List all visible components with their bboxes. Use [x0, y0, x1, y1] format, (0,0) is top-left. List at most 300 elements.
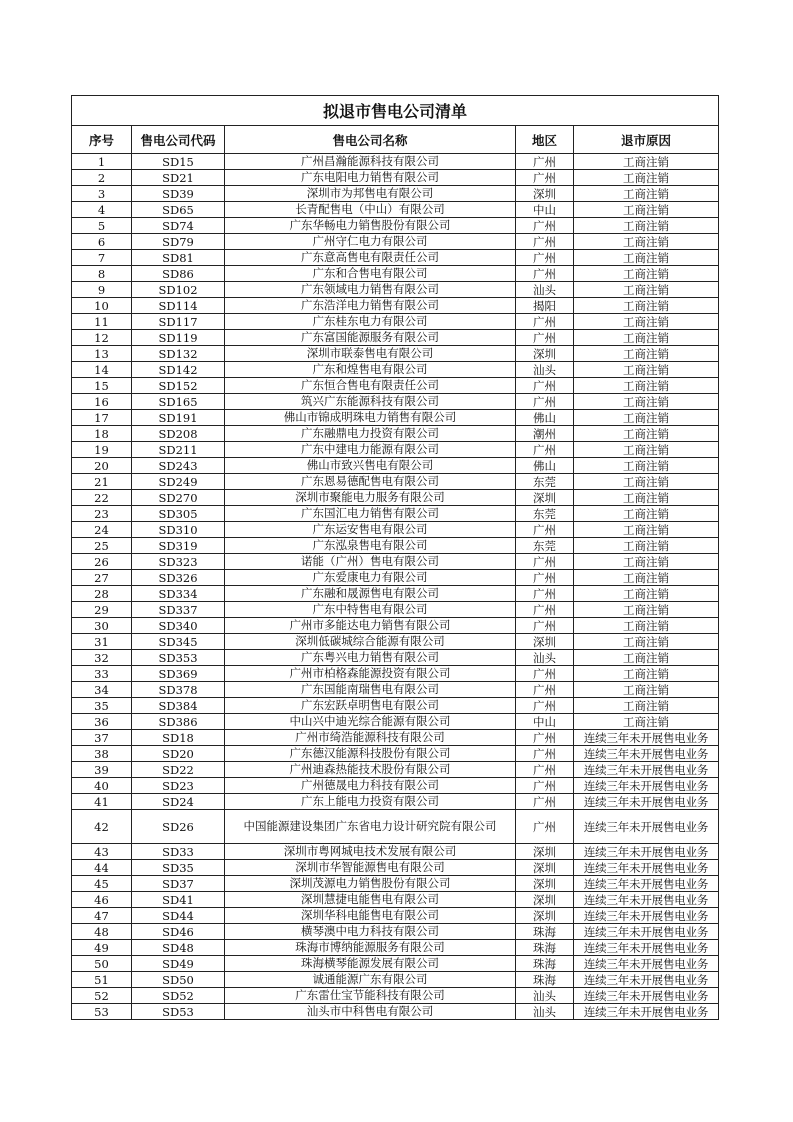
cell-exit-reason: 工商注销 [574, 346, 719, 362]
table-body [72, 154, 719, 1020]
cell-exit-reason: 工商注销 [574, 698, 719, 714]
cell-company-code: SD340 [132, 618, 225, 634]
cell-region: 广州 [516, 442, 574, 458]
cell-company-name: 广东和合售电有限公司 [225, 266, 516, 282]
cell-serial-number: 7 [72, 250, 132, 266]
cell-region: 广州 [516, 618, 574, 634]
table-row [72, 298, 719, 314]
cell-region: 揭阳 [516, 298, 574, 314]
cell-exit-reason: 连续三年未开展售电业务 [574, 956, 719, 972]
cell-company-name: 广东浩洋电力销售有限公司 [225, 298, 516, 314]
cell-region: 广州 [516, 250, 574, 266]
cell-company-name: 深圳市华智能源售电有限公司 [225, 860, 516, 876]
cell-exit-reason: 工商注销 [574, 666, 719, 682]
cell-exit-reason: 工商注销 [574, 442, 719, 458]
table-row [72, 1004, 719, 1020]
cell-company-name: 广东意高售电有限责任公司 [225, 250, 516, 266]
table-row [72, 618, 719, 634]
cell-serial-number: 25 [72, 538, 132, 554]
cell-company-name: 广东泓泉售电有限公司 [225, 538, 516, 554]
cell-company-code: SD52 [132, 988, 225, 1004]
cell-region: 广州 [516, 682, 574, 698]
cell-serial-number: 1 [72, 154, 132, 170]
cell-exit-reason: 工商注销 [574, 362, 719, 378]
cell-serial-number: 13 [72, 346, 132, 362]
cell-company-code: SD81 [132, 250, 225, 266]
cell-region: 深圳 [516, 346, 574, 362]
cell-company-code: SD41 [132, 892, 225, 908]
cell-serial-number: 9 [72, 282, 132, 298]
cell-exit-reason: 连续三年未开展售电业务 [574, 876, 719, 892]
cell-company-name: 广州守仁电力有限公司 [225, 234, 516, 250]
cell-serial-number: 42 [72, 810, 132, 844]
cell-exit-reason: 工商注销 [574, 234, 719, 250]
cell-exit-reason: 工商注销 [574, 314, 719, 330]
cell-serial-number: 38 [72, 746, 132, 762]
cell-region: 广州 [516, 378, 574, 394]
cell-region: 广州 [516, 234, 574, 250]
cell-company-name: 广东中特售电有限公司 [225, 602, 516, 618]
table-row [72, 378, 719, 394]
cell-region: 珠海 [516, 972, 574, 988]
cell-company-name: 深圳茂源电力销售股份有限公司 [225, 876, 516, 892]
cell-region: 珠海 [516, 924, 574, 940]
cell-company-name: 广州德晟电力科技有限公司 [225, 778, 516, 794]
header-company-name: 售电公司名称 [225, 126, 516, 154]
cell-serial-number: 23 [72, 506, 132, 522]
cell-company-name: 中山兴中迪光综合能源有限公司 [225, 714, 516, 730]
cell-company-code: SD22 [132, 762, 225, 778]
table-row [72, 876, 719, 892]
table-row [72, 794, 719, 810]
table-row [72, 154, 719, 170]
table-row [72, 940, 719, 956]
table-row [72, 698, 719, 714]
cell-exit-reason: 工商注销 [574, 426, 719, 442]
table-row [72, 202, 719, 218]
cell-company-code: SD53 [132, 1004, 225, 1020]
cell-serial-number: 31 [72, 634, 132, 650]
table-row [72, 650, 719, 666]
cell-serial-number: 22 [72, 490, 132, 506]
cell-serial-number: 27 [72, 570, 132, 586]
cell-company-name: 珠海市博纳能源服务有限公司 [225, 940, 516, 956]
table-row [72, 586, 719, 602]
cell-serial-number: 33 [72, 666, 132, 682]
table-row [72, 810, 719, 844]
cell-serial-number: 10 [72, 298, 132, 314]
cell-company-code: SD18 [132, 730, 225, 746]
cell-company-name: 广东粤兴电力销售有限公司 [225, 650, 516, 666]
cell-exit-reason: 连续三年未开展售电业务 [574, 988, 719, 1004]
cell-region: 广州 [516, 666, 574, 682]
cell-exit-reason: 工商注销 [574, 490, 719, 506]
cell-region: 汕头 [516, 988, 574, 1004]
cell-company-code: SD65 [132, 202, 225, 218]
table-row [72, 218, 719, 234]
cell-serial-number: 12 [72, 330, 132, 346]
cell-company-code: SD142 [132, 362, 225, 378]
cell-company-name: 佛山市锦成明珠电力销售有限公司 [225, 410, 516, 426]
cell-serial-number: 36 [72, 714, 132, 730]
cell-serial-number: 8 [72, 266, 132, 282]
cell-exit-reason: 工商注销 [574, 298, 719, 314]
cell-exit-reason: 工商注销 [574, 714, 719, 730]
cell-exit-reason: 工商注销 [574, 410, 719, 426]
cell-company-name: 深圳低碳城综合能源有限公司 [225, 634, 516, 650]
table-row [72, 250, 719, 266]
table-row [72, 234, 719, 250]
cell-company-name: 广东融鼎电力投资有限公司 [225, 426, 516, 442]
cell-region: 广州 [516, 794, 574, 810]
cell-company-name: 广东爱康电力有限公司 [225, 570, 516, 586]
table-row [72, 762, 719, 778]
cell-company-code: SD243 [132, 458, 225, 474]
cell-company-name: 深圳市联泰售电有限公司 [225, 346, 516, 362]
cell-exit-reason: 工商注销 [574, 458, 719, 474]
cell-company-name: 广东融和晟源售电有限公司 [225, 586, 516, 602]
cell-region: 深圳 [516, 876, 574, 892]
header-exit-reason: 退市原因 [574, 126, 719, 154]
cell-region: 广州 [516, 522, 574, 538]
retirement-list-table [71, 95, 719, 1020]
cell-company-code: SD102 [132, 282, 225, 298]
cell-exit-reason: 工商注销 [574, 634, 719, 650]
header-company-code: 售电公司代码 [132, 126, 225, 154]
cell-region: 东莞 [516, 538, 574, 554]
cell-serial-number: 21 [72, 474, 132, 490]
cell-company-code: SD26 [132, 810, 225, 844]
cell-exit-reason: 工商注销 [574, 266, 719, 282]
cell-company-name: 广东领域电力销售有限公司 [225, 282, 516, 298]
cell-exit-reason: 工商注销 [574, 170, 719, 186]
cell-serial-number: 52 [72, 988, 132, 1004]
cell-company-code: SD378 [132, 682, 225, 698]
cell-company-name: 筑兴广东能源科技有限公司 [225, 394, 516, 410]
cell-company-code: SD33 [132, 844, 225, 860]
cell-company-code: SD191 [132, 410, 225, 426]
cell-company-code: SD44 [132, 908, 225, 924]
cell-exit-reason: 工商注销 [574, 650, 719, 666]
cell-company-name: 广东中建电力能源有限公司 [225, 442, 516, 458]
cell-company-name: 深圳市粤网城电技术发展有限公司 [225, 844, 516, 860]
cell-company-code: SD23 [132, 778, 225, 794]
cell-region: 中山 [516, 714, 574, 730]
cell-region: 珠海 [516, 956, 574, 972]
cell-exit-reason: 连续三年未开展售电业务 [574, 972, 719, 988]
cell-serial-number: 41 [72, 794, 132, 810]
table-row [72, 282, 719, 298]
cell-company-code: SD24 [132, 794, 225, 810]
cell-region: 深圳 [516, 860, 574, 876]
cell-exit-reason: 工商注销 [574, 602, 719, 618]
cell-company-code: SD270 [132, 490, 225, 506]
table-row [72, 746, 719, 762]
cell-exit-reason: 连续三年未开展售电业务 [574, 844, 719, 860]
cell-company-name: 深圳市为邦售电有限公司 [225, 186, 516, 202]
cell-company-name: 广东上能电力投资有限公司 [225, 794, 516, 810]
cell-serial-number: 35 [72, 698, 132, 714]
table-row [72, 458, 719, 474]
cell-exit-reason: 工商注销 [574, 202, 719, 218]
cell-serial-number: 50 [72, 956, 132, 972]
cell-region: 广州 [516, 394, 574, 410]
cell-exit-reason: 工商注销 [574, 570, 719, 586]
cell-region: 广州 [516, 810, 574, 844]
cell-company-name: 广东恒合售电有限责任公司 [225, 378, 516, 394]
cell-region: 广州 [516, 746, 574, 762]
cell-exit-reason: 工商注销 [574, 186, 719, 202]
cell-exit-reason: 工商注销 [574, 250, 719, 266]
cell-company-name: 广东运安售电有限公司 [225, 522, 516, 538]
cell-company-name: 深圳市聚能电力服务有限公司 [225, 490, 516, 506]
cell-company-name: 深圳慧捷电能售电有限公司 [225, 892, 516, 908]
table-row [72, 924, 719, 940]
cell-company-code: SD305 [132, 506, 225, 522]
cell-region: 广州 [516, 730, 574, 746]
table-row [72, 554, 719, 570]
cell-serial-number: 43 [72, 844, 132, 860]
cell-exit-reason: 工商注销 [574, 218, 719, 234]
cell-exit-reason: 连续三年未开展售电业务 [574, 762, 719, 778]
cell-company-code: SD310 [132, 522, 225, 538]
cell-region: 广州 [516, 554, 574, 570]
cell-company-name: 诚通能源广东有限公司 [225, 972, 516, 988]
cell-company-name: 广东德汉能源科技股份有限公司 [225, 746, 516, 762]
cell-exit-reason: 工商注销 [574, 506, 719, 522]
table-row [72, 314, 719, 330]
cell-exit-reason: 连续三年未开展售电业务 [574, 778, 719, 794]
cell-region: 佛山 [516, 410, 574, 426]
cell-company-code: SD152 [132, 378, 225, 394]
table-row [72, 442, 719, 458]
cell-region: 深圳 [516, 634, 574, 650]
table-row [72, 362, 719, 378]
cell-exit-reason: 工商注销 [574, 586, 719, 602]
table-row [72, 778, 719, 794]
table-row [72, 844, 719, 860]
cell-serial-number: 46 [72, 892, 132, 908]
cell-exit-reason: 连续三年未开展售电业务 [574, 810, 719, 844]
cell-company-name: 广东雷仕宝节能科技有限公司 [225, 988, 516, 1004]
cell-company-name: 广东电阳电力销售有限公司 [225, 170, 516, 186]
cell-company-code: SD132 [132, 346, 225, 362]
cell-company-name: 广东华畅电力销售股份有限公司 [225, 218, 516, 234]
cell-company-name: 佛山市致兴售电有限公司 [225, 458, 516, 474]
cell-exit-reason: 连续三年未开展售电业务 [574, 924, 719, 940]
table-row [72, 538, 719, 554]
cell-serial-number: 40 [72, 778, 132, 794]
cell-region: 汕头 [516, 1004, 574, 1020]
cell-region: 广州 [516, 266, 574, 282]
cell-company-code: SD384 [132, 698, 225, 714]
cell-company-code: SD369 [132, 666, 225, 682]
cell-serial-number: 11 [72, 314, 132, 330]
cell-serial-number: 2 [72, 170, 132, 186]
cell-serial-number: 44 [72, 860, 132, 876]
cell-region: 广州 [516, 602, 574, 618]
cell-company-code: SD117 [132, 314, 225, 330]
cell-exit-reason: 连续三年未开展售电业务 [574, 1004, 719, 1020]
cell-serial-number: 14 [72, 362, 132, 378]
cell-company-code: SD211 [132, 442, 225, 458]
cell-company-name: 长青配售电（中山）有限公司 [225, 202, 516, 218]
cell-company-code: SD37 [132, 876, 225, 892]
cell-exit-reason: 工商注销 [574, 394, 719, 410]
cell-company-name: 广州市多能达电力销售有限公司 [225, 618, 516, 634]
cell-region: 东莞 [516, 474, 574, 490]
cell-region: 深圳 [516, 490, 574, 506]
cell-serial-number: 17 [72, 410, 132, 426]
table-row [72, 570, 719, 586]
cell-serial-number: 53 [72, 1004, 132, 1020]
table-row [72, 908, 719, 924]
cell-region: 深圳 [516, 908, 574, 924]
cell-serial-number: 18 [72, 426, 132, 442]
table-row [72, 714, 719, 730]
cell-company-name: 广州昌瀚能源科技有限公司 [225, 154, 516, 170]
table-row [72, 892, 719, 908]
cell-serial-number: 24 [72, 522, 132, 538]
cell-serial-number: 29 [72, 602, 132, 618]
cell-serial-number: 47 [72, 908, 132, 924]
cell-company-name: 珠海横琴能源发展有限公司 [225, 956, 516, 972]
table-row [72, 170, 719, 186]
cell-serial-number: 3 [72, 186, 132, 202]
cell-serial-number: 32 [72, 650, 132, 666]
cell-serial-number: 34 [72, 682, 132, 698]
cell-company-code: SD249 [132, 474, 225, 490]
cell-exit-reason: 工商注销 [574, 682, 719, 698]
cell-company-code: SD21 [132, 170, 225, 186]
cell-company-code: SD46 [132, 924, 225, 940]
cell-company-code: SD208 [132, 426, 225, 442]
cell-exit-reason: 工商注销 [574, 378, 719, 394]
cell-region: 佛山 [516, 458, 574, 474]
cell-region: 广州 [516, 314, 574, 330]
table-row [72, 956, 719, 972]
cell-company-name: 广东和煌售电有限公司 [225, 362, 516, 378]
cell-region: 广州 [516, 218, 574, 234]
table-row [72, 330, 719, 346]
cell-region: 深圳 [516, 892, 574, 908]
cell-serial-number: 16 [72, 394, 132, 410]
cell-exit-reason: 工商注销 [574, 282, 719, 298]
cell-region: 广州 [516, 586, 574, 602]
table-title: 拟退市售电公司清单 [72, 96, 719, 126]
table-row [72, 666, 719, 682]
table-row [72, 602, 719, 618]
cell-serial-number: 37 [72, 730, 132, 746]
cell-company-code: SD119 [132, 330, 225, 346]
cell-company-name: 广东富国能源服务有限公司 [225, 330, 516, 346]
cell-serial-number: 19 [72, 442, 132, 458]
cell-company-name: 广州市绮浩能源科技有限公司 [225, 730, 516, 746]
cell-region: 广州 [516, 154, 574, 170]
cell-company-code: SD345 [132, 634, 225, 650]
cell-company-name: 广州迪森热能技术股份有限公司 [225, 762, 516, 778]
cell-exit-reason: 连续三年未开展售电业务 [574, 746, 719, 762]
table-row [72, 346, 719, 362]
cell-company-code: SD50 [132, 972, 225, 988]
cell-exit-reason: 连续三年未开展售电业务 [574, 794, 719, 810]
cell-company-code: SD48 [132, 940, 225, 956]
cell-company-name: 广州市柏格森能源投资有限公司 [225, 666, 516, 682]
cell-exit-reason: 工商注销 [574, 330, 719, 346]
cell-region: 潮州 [516, 426, 574, 442]
table-row [72, 634, 719, 650]
cell-company-code: SD74 [132, 218, 225, 234]
cell-company-name: 广东宏跃卓明售电有限公司 [225, 698, 516, 714]
cell-company-name: 广东恩易德配售电有限公司 [225, 474, 516, 490]
cell-company-code: SD323 [132, 554, 225, 570]
table-row [72, 426, 719, 442]
cell-serial-number: 28 [72, 586, 132, 602]
cell-company-name: 广东国能南瑞售电有限公司 [225, 682, 516, 698]
header-region: 地区 [516, 126, 574, 154]
cell-region: 广州 [516, 570, 574, 586]
cell-company-code: SD79 [132, 234, 225, 250]
cell-serial-number: 20 [72, 458, 132, 474]
cell-exit-reason: 连续三年未开展售电业务 [574, 908, 719, 924]
table-row [72, 860, 719, 876]
cell-company-code: SD386 [132, 714, 225, 730]
cell-serial-number: 45 [72, 876, 132, 892]
cell-exit-reason: 连续三年未开展售电业务 [574, 730, 719, 746]
cell-company-code: SD49 [132, 956, 225, 972]
table-row [72, 266, 719, 282]
cell-region: 广州 [516, 330, 574, 346]
cell-serial-number: 5 [72, 218, 132, 234]
table-row [72, 474, 719, 490]
cell-company-code: SD353 [132, 650, 225, 666]
cell-company-code: SD20 [132, 746, 225, 762]
cell-serial-number: 26 [72, 554, 132, 570]
cell-region: 深圳 [516, 186, 574, 202]
cell-region: 东莞 [516, 506, 574, 522]
cell-serial-number: 49 [72, 940, 132, 956]
cell-company-name: 广东桂东电力有限公司 [225, 314, 516, 330]
header-serial-number: 序号 [72, 126, 132, 154]
table-row [72, 410, 719, 426]
cell-company-name: 中国能源建设集团广东省电力设计研究院有限公司 [225, 810, 516, 844]
header-row [72, 126, 719, 154]
cell-exit-reason: 工商注销 [574, 538, 719, 554]
cell-company-name: 横琴澳中电力科技有限公司 [225, 924, 516, 940]
cell-serial-number: 15 [72, 378, 132, 394]
cell-region: 广州 [516, 762, 574, 778]
cell-exit-reason: 工商注销 [574, 554, 719, 570]
table-row [72, 682, 719, 698]
cell-region: 汕头 [516, 650, 574, 666]
cell-exit-reason: 连续三年未开展售电业务 [574, 940, 719, 956]
cell-region: 广州 [516, 170, 574, 186]
cell-company-code: SD114 [132, 298, 225, 314]
cell-region: 深圳 [516, 844, 574, 860]
cell-serial-number: 30 [72, 618, 132, 634]
cell-serial-number: 39 [72, 762, 132, 778]
cell-serial-number: 6 [72, 234, 132, 250]
cell-region: 广州 [516, 778, 574, 794]
cell-company-code: SD337 [132, 602, 225, 618]
table-row [72, 522, 719, 538]
table-row [72, 186, 719, 202]
cell-exit-reason: 工商注销 [574, 474, 719, 490]
cell-serial-number: 48 [72, 924, 132, 940]
table-row [72, 506, 719, 522]
cell-region: 中山 [516, 202, 574, 218]
cell-exit-reason: 工商注销 [574, 618, 719, 634]
